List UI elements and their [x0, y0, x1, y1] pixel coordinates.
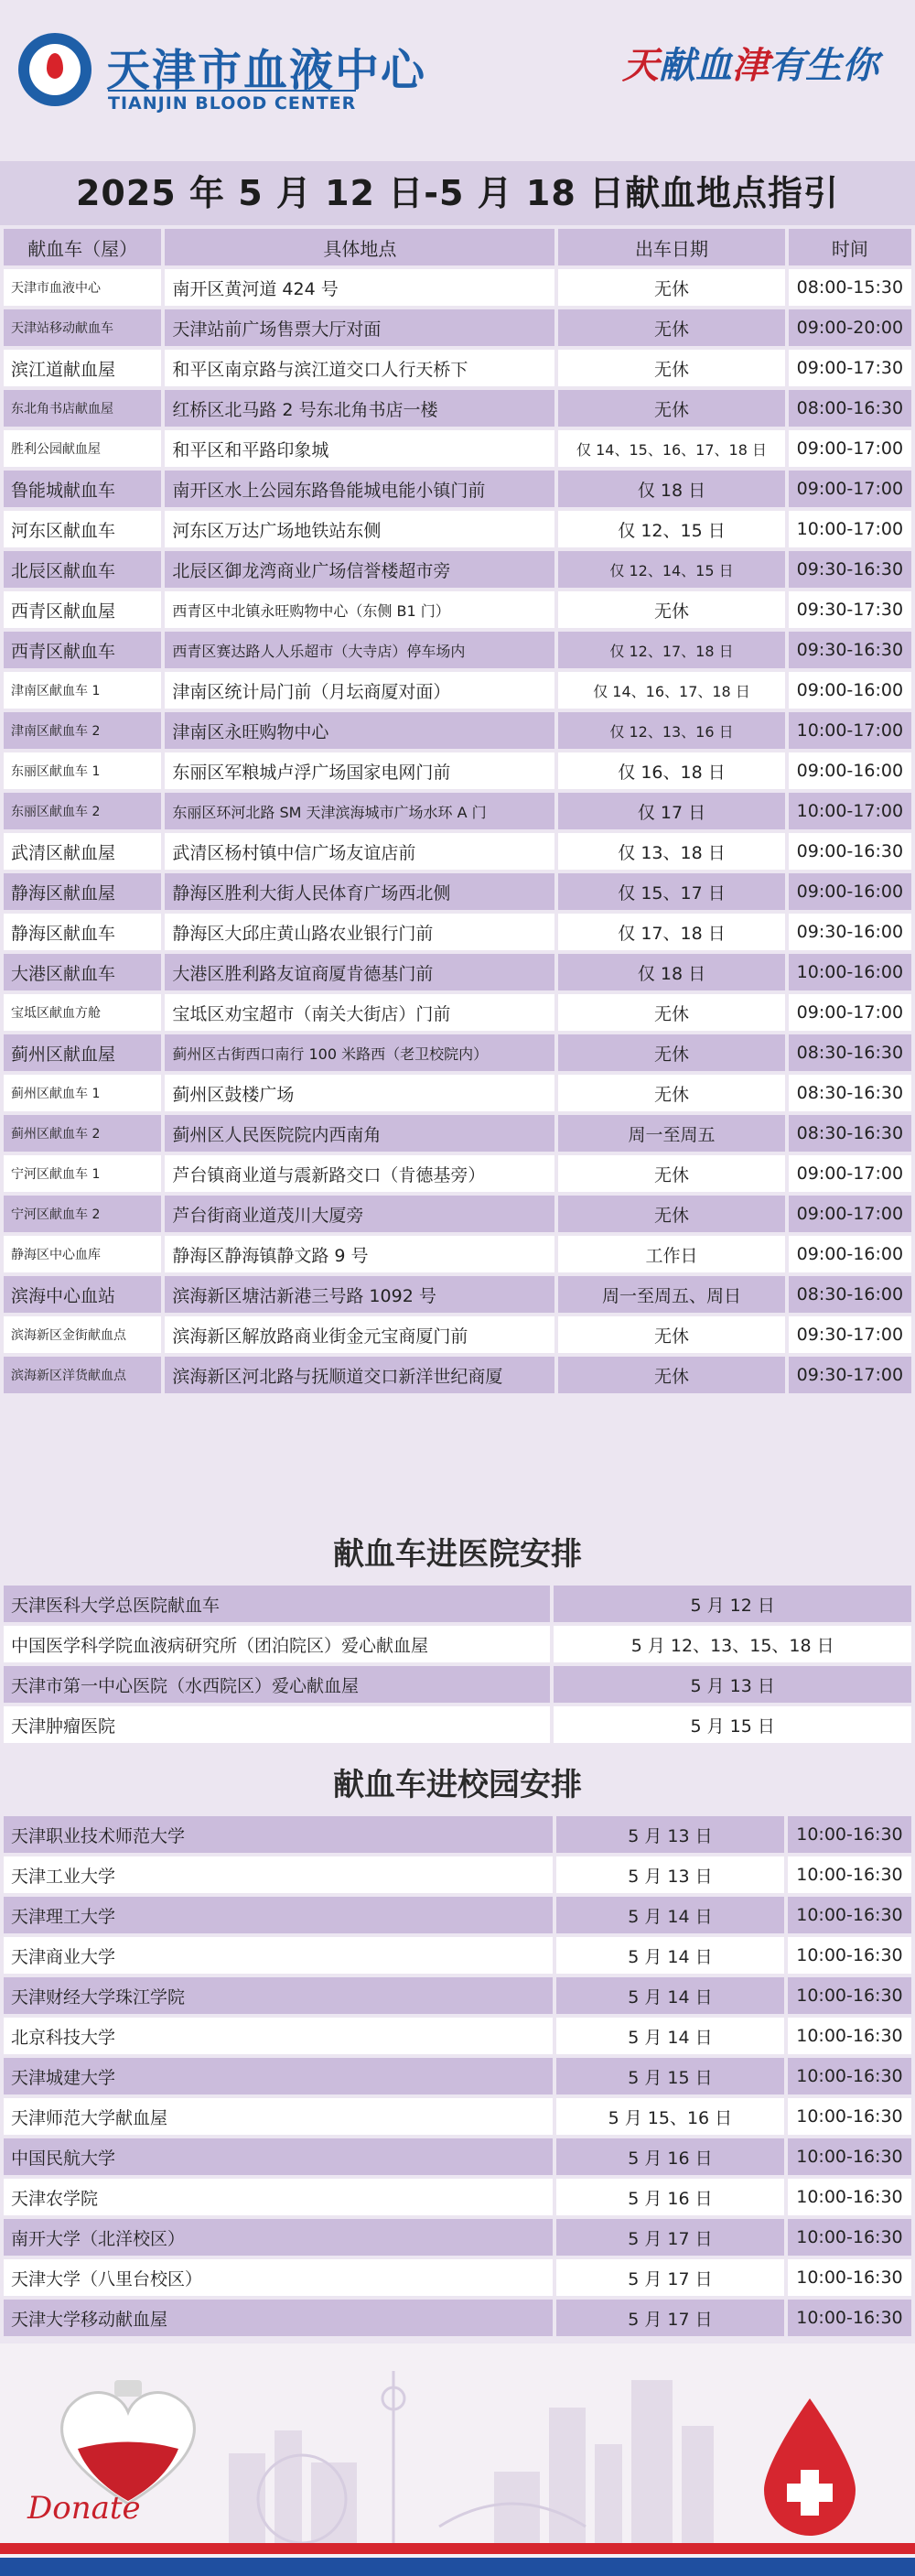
station-name: 天津站移动献血车 — [4, 309, 161, 346]
station-name: 河东区献血车 — [4, 511, 161, 547]
table-row — [4, 511, 911, 547]
table-row — [4, 914, 911, 950]
campus-hours: 10:00-16:30 — [788, 2219, 911, 2256]
station-name: 津南区献血车 2 — [4, 712, 161, 749]
service-dates: 仅 12、15 日 — [558, 511, 784, 547]
service-dates: 无休 — [558, 1316, 784, 1353]
campus-row — [4, 2098, 911, 2135]
campus-row — [4, 2179, 911, 2215]
service-hours: 09:00-16:30 — [789, 833, 911, 870]
service-hours: 09:30-16:30 — [789, 632, 911, 668]
address: 东丽区军粮城卢浮广场国家电网门前 — [165, 752, 554, 789]
campus-row — [4, 1977, 911, 2014]
service-dates: 仅 13、18 日 — [558, 833, 784, 870]
campus-row — [4, 2259, 911, 2296]
table-row — [4, 994, 911, 1031]
table-row — [4, 471, 911, 507]
campus-dates: 5 月 14 日 — [556, 1897, 784, 1933]
slogan-part-1: 天 — [622, 44, 659, 87]
station-name: 蓟州区献血车 1 — [4, 1075, 161, 1111]
page-title: 2025 年 5 月 12 日-5 月 18 日献血地点指引 — [0, 161, 915, 225]
station-name: 滨海中心血站 — [4, 1276, 161, 1313]
service-dates: 仅 12、13、16 日 — [558, 712, 784, 749]
service-hours: 09:00-17:00 — [789, 430, 911, 467]
hospital-dates: 5 月 13 日 — [554, 1666, 911, 1703]
address: 河东区万达广场地铁站东侧 — [165, 511, 554, 547]
table-row — [4, 1196, 911, 1232]
address: 蓟州区鼓楼广场 — [165, 1075, 554, 1111]
campus-dates: 5 月 14 日 — [556, 1937, 784, 1974]
address: 大港区胜利路友谊商厦肯德基门前 — [165, 954, 554, 990]
service-dates: 仅 18 日 — [558, 954, 784, 990]
campus-name: 南开大学（北洋校区） — [4, 2219, 553, 2256]
campus-row — [4, 1856, 911, 1893]
service-dates: 周一至周五 — [558, 1115, 784, 1152]
blood-center-logo-icon — [18, 33, 92, 106]
hospital-row — [4, 1626, 911, 1662]
address: 天津站前广场售票大厅对面 — [165, 309, 554, 346]
campus-row — [4, 2300, 911, 2336]
header-station: 献血车（屋） — [4, 229, 161, 265]
service-hours: 08:30-16:30 — [789, 1075, 911, 1111]
table-row — [4, 672, 911, 709]
table-row — [4, 1155, 911, 1192]
table-row — [4, 833, 911, 870]
campus-name: 天津师范大学献血屋 — [4, 2098, 553, 2135]
table-row — [4, 752, 911, 789]
campus-dates: 5 月 16 日 — [556, 2179, 784, 2215]
service-hours: 09:00-17:00 — [789, 471, 911, 507]
campus-dates: 5 月 17 日 — [556, 2259, 784, 2296]
campus-hours: 10:00-16:30 — [788, 2098, 911, 2135]
footer-red-stripe — [0, 2543, 915, 2554]
service-dates: 仅 12、14、15 日 — [558, 551, 784, 588]
campus-name: 天津商业大学 — [4, 1937, 553, 1974]
station-name: 鲁能城献血车 — [4, 471, 161, 507]
address: 西青区中北镇永旺购物中心（东侧 B1 门） — [165, 591, 554, 628]
campus-row — [4, 2058, 911, 2094]
service-dates: 工作日 — [558, 1236, 784, 1272]
address: 北辰区御龙湾商业广场信誉楼超市旁 — [165, 551, 554, 588]
station-name: 西青区献血屋 — [4, 591, 161, 628]
station-name: 蓟州区献血屋 — [4, 1034, 161, 1071]
blood-bag-heart-icon — [50, 2380, 206, 2508]
service-dates: 仅 16、18 日 — [558, 752, 784, 789]
campus-hours: 10:00-16:30 — [788, 2018, 911, 2054]
campus-dates: 5 月 17 日 — [556, 2300, 784, 2336]
campus-hours: 10:00-16:30 — [788, 1897, 911, 1933]
table-row — [4, 793, 911, 829]
table-header-row — [4, 229, 911, 265]
slogan — [622, 37, 878, 89]
campus-row — [4, 2018, 911, 2054]
campus-name: 天津工业大学 — [4, 1856, 553, 1893]
service-hours: 08:30-16:00 — [789, 1276, 911, 1313]
table-row — [4, 1316, 911, 1353]
hospital-name: 天津医科大学总医院献血车 — [4, 1586, 550, 1622]
station-name: 胜利公园献血屋 — [4, 430, 161, 467]
station-name: 津南区献血车 1 — [4, 672, 161, 709]
hospital-dates: 5 月 15 日 — [554, 1706, 911, 1743]
service-hours: 09:00-17:00 — [789, 994, 911, 1031]
station-name: 静海区献血屋 — [4, 873, 161, 910]
campus-hours: 10:00-16:30 — [788, 1856, 911, 1893]
station-name: 东丽区献血车 1 — [4, 752, 161, 789]
address: 芦台街商业道茂川大厦旁 — [165, 1196, 554, 1232]
table-row — [4, 269, 911, 306]
address: 蓟州区古街西口南行 100 米路西（老卫校院内） — [165, 1034, 554, 1071]
service-dates: 无休 — [558, 390, 784, 427]
table-row — [4, 954, 911, 990]
hospital-row — [4, 1706, 911, 1743]
logo-chinese-name: 天津市血液中心 — [106, 45, 427, 96]
campus-hours: 10:00-16:30 — [788, 2058, 911, 2094]
campus-section-title: 献血车进校园安排 — [0, 1758, 915, 1813]
table-row — [4, 430, 911, 467]
campus-hours: 10:00-16:30 — [788, 1816, 911, 1853]
address: 静海区胜利大街人民体育广场西北侧 — [165, 873, 554, 910]
service-hours: 08:30-16:30 — [789, 1115, 911, 1152]
campus-dates: 5 月 13 日 — [556, 1816, 784, 1853]
hospital-section-title: 献血车进医院安排 — [0, 1527, 915, 1582]
service-hours: 09:30-17:30 — [789, 591, 911, 628]
service-dates: 仅 17、18 日 — [558, 914, 784, 950]
campus-dates: 5 月 14 日 — [556, 1977, 784, 2014]
hospital-name: 天津肿瘤医院 — [4, 1706, 550, 1743]
service-hours: 09:00-16:00 — [789, 1236, 911, 1272]
table-row — [4, 632, 911, 668]
blood-drop-cross-icon — [759, 2398, 860, 2536]
service-hours: 08:00-16:30 — [789, 390, 911, 427]
address: 滨海新区河北路与抚顺道交口新洋世纪商厦 — [165, 1357, 554, 1393]
address: 和平区南京路与滨江道交口人行天桥下 — [165, 350, 554, 386]
table-row — [4, 1075, 911, 1111]
station-name: 静海区献血车 — [4, 914, 161, 950]
campus-name: 天津理工大学 — [4, 1897, 553, 1933]
service-dates: 无休 — [558, 350, 784, 386]
campus-name: 中国民航大学 — [4, 2138, 553, 2175]
header-date: 出车日期 — [558, 229, 784, 265]
campus-name: 天津职业技术师范大学 — [4, 1816, 553, 1853]
service-hours: 09:00-16:00 — [789, 873, 911, 910]
campus-dates: 5 月 15、16 日 — [556, 2098, 784, 2135]
campus-hours: 10:00-16:30 — [788, 1977, 911, 2014]
locations-table — [0, 225, 915, 1397]
campus-hours: 10:00-16:30 — [788, 2300, 911, 2336]
hospital-name: 中国医学科学院血液病研究所（团泊院区）爱心献血屋 — [4, 1626, 550, 1662]
station-name: 东丽区献血车 2 — [4, 793, 161, 829]
service-dates: 仅 15、17 日 — [558, 873, 784, 910]
campus-hours: 10:00-16:30 — [788, 2179, 911, 2215]
address: 静海区大邱庄黄山路农业银行门前 — [165, 914, 554, 950]
service-hours: 09:00-17:00 — [789, 1155, 911, 1192]
table-row — [4, 390, 911, 427]
table-row — [4, 309, 911, 346]
service-hours: 10:00-17:00 — [789, 511, 911, 547]
address: 静海区静海镇静文路 9 号 — [165, 1236, 554, 1272]
address: 宝坻区劝宝超市（南关大街店）门前 — [165, 994, 554, 1031]
service-dates: 无休 — [558, 1034, 784, 1071]
station-name: 滨海新区洋货献血点 — [4, 1357, 161, 1393]
address: 西青区赛达路人人乐超市（大寺店）停车场内 — [165, 632, 554, 668]
campus-hours: 10:00-16:30 — [788, 2138, 911, 2175]
table-row — [4, 873, 911, 910]
address: 蓟州区人民医院院内西南角 — [165, 1115, 554, 1152]
service-hours: 10:00-17:00 — [789, 793, 911, 829]
table-row — [4, 1357, 911, 1393]
address: 南开区水上公园东路鲁能城电能小镇门前 — [165, 471, 554, 507]
slogan-part-4: 有生你 — [769, 44, 878, 87]
station-name: 宁河区献血车 2 — [4, 1196, 161, 1232]
service-hours: 09:00-20:00 — [789, 309, 911, 346]
campus-name: 天津大学（八里台校区） — [4, 2259, 553, 2296]
logo-english-name: TIANJIN BLOOD CENTER — [108, 90, 356, 114]
donate-text: Donate — [27, 2490, 141, 2527]
slogan-part-3: 津 — [732, 44, 769, 87]
service-hours: 09:00-16:00 — [789, 672, 911, 709]
service-dates: 无休 — [558, 994, 784, 1031]
campus-name: 北京科技大学 — [4, 2018, 553, 2054]
station-name: 滨海新区金街献血点 — [4, 1316, 161, 1353]
table-row — [4, 1236, 911, 1272]
station-name: 静海区中心血库 — [4, 1236, 161, 1272]
campus-row — [4, 2138, 911, 2175]
address: 津南区永旺购物中心 — [165, 712, 554, 749]
service-dates: 仅 17 日 — [558, 793, 784, 829]
hospital-row — [4, 1666, 911, 1703]
table-row — [4, 1115, 911, 1152]
station-name: 西青区献血车 — [4, 632, 161, 668]
service-hours: 09:00-16:00 — [789, 752, 911, 789]
station-name: 东北角书店献血屋 — [4, 390, 161, 427]
station-name: 蓟州区献血车 2 — [4, 1115, 161, 1152]
campus-row — [4, 1897, 911, 1933]
address: 滨海新区解放路商业街金元宝商厦门前 — [165, 1316, 554, 1353]
station-name: 宁河区献血车 1 — [4, 1155, 161, 1192]
station-name: 天津市血液中心 — [4, 269, 161, 306]
header — [0, 0, 915, 154]
service-dates: 仅 12、17、18 日 — [558, 632, 784, 668]
hospital-dates: 5 月 12 日 — [554, 1586, 911, 1622]
address: 红桥区北马路 2 号东北角书店一楼 — [165, 390, 554, 427]
station-name: 宝坻区献血方舱 — [4, 994, 161, 1031]
service-dates: 仅 14、15、16、17、18 日 — [558, 430, 784, 467]
service-dates: 周一至周五、周日 — [558, 1276, 784, 1313]
service-hours: 10:00-17:00 — [789, 712, 911, 749]
address: 东丽区环河北路 SM 天津滨海城市广场水环 A 门 — [165, 793, 554, 829]
campus-name: 天津大学移动献血屋 — [4, 2300, 553, 2336]
campus-dates: 5 月 16 日 — [556, 2138, 784, 2175]
campus-name: 天津财经大学珠江学院 — [4, 1977, 553, 2014]
header-time: 时间 — [789, 229, 911, 265]
service-hours: 09:00-17:00 — [789, 1196, 911, 1232]
campus-row — [4, 1816, 911, 1853]
slogan-part-2: 献血 — [659, 44, 732, 87]
table-row — [4, 1276, 911, 1313]
campus-table — [0, 1813, 915, 2340]
hospital-row — [4, 1586, 911, 1622]
hospitals-table — [0, 1582, 915, 1747]
header-address: 具体地点 — [165, 229, 554, 265]
service-hours: 08:30-16:30 — [789, 1034, 911, 1071]
campus-dates: 5 月 13 日 — [556, 1856, 784, 1893]
campus-row — [4, 2219, 911, 2256]
service-dates: 无休 — [558, 1075, 784, 1111]
address: 南开区黄河道 424 号 — [165, 269, 554, 306]
service-dates: 无休 — [558, 269, 784, 306]
service-dates: 无休 — [558, 1357, 784, 1393]
table-row — [4, 712, 911, 749]
service-hours: 09:30-16:00 — [789, 914, 911, 950]
station-name: 北辰区献血车 — [4, 551, 161, 588]
table-row — [4, 551, 911, 588]
hospital-name: 天津市第一中心医院（水西院区）爱心献血屋 — [4, 1666, 550, 1703]
campus-dates: 5 月 17 日 — [556, 2219, 784, 2256]
service-dates: 无休 — [558, 309, 784, 346]
service-hours: 09:30-17:00 — [789, 1357, 911, 1393]
hospital-dates: 5 月 12、13、15、18 日 — [554, 1626, 911, 1662]
campus-dates: 5 月 15 日 — [556, 2058, 784, 2094]
campus-dates: 5 月 14 日 — [556, 2018, 784, 2054]
station-name: 武清区献血屋 — [4, 833, 161, 870]
service-dates: 无休 — [558, 1196, 784, 1232]
service-hours: 09:00-17:30 — [789, 350, 911, 386]
service-hours: 10:00-16:00 — [789, 954, 911, 990]
address: 和平区和平路印象城 — [165, 430, 554, 467]
campus-row — [4, 1937, 911, 1974]
campus-hours: 10:00-16:30 — [788, 1937, 911, 1974]
table-row — [4, 350, 911, 386]
footer — [0, 2343, 915, 2576]
service-hours: 09:30-16:30 — [789, 551, 911, 588]
service-dates: 无休 — [558, 1155, 784, 1192]
address: 芦台镇商业道与震新路交口（肯德基旁） — [165, 1155, 554, 1192]
footer-blue-stripe — [0, 2558, 915, 2576]
service-dates: 仅 18 日 — [558, 471, 784, 507]
campus-name: 天津农学院 — [4, 2179, 553, 2215]
address: 津南区统计局门前（月坛商厦对面） — [165, 672, 554, 709]
campus-hours: 10:00-16:30 — [788, 2259, 911, 2296]
table-row — [4, 1034, 911, 1071]
service-dates: 无休 — [558, 591, 784, 628]
station-name: 大港区献血车 — [4, 954, 161, 990]
station-name: 滨江道献血屋 — [4, 350, 161, 386]
address: 滨海新区塘沽新港三号路 1092 号 — [165, 1276, 554, 1313]
service-hours: 09:30-17:00 — [789, 1316, 911, 1353]
service-dates: 仅 14、16、17、18 日 — [558, 672, 784, 709]
service-hours: 08:00-15:30 — [789, 269, 911, 306]
campus-name: 天津城建大学 — [4, 2058, 553, 2094]
table-row — [4, 591, 911, 628]
address: 武清区杨村镇中信广场友谊店前 — [165, 833, 554, 870]
